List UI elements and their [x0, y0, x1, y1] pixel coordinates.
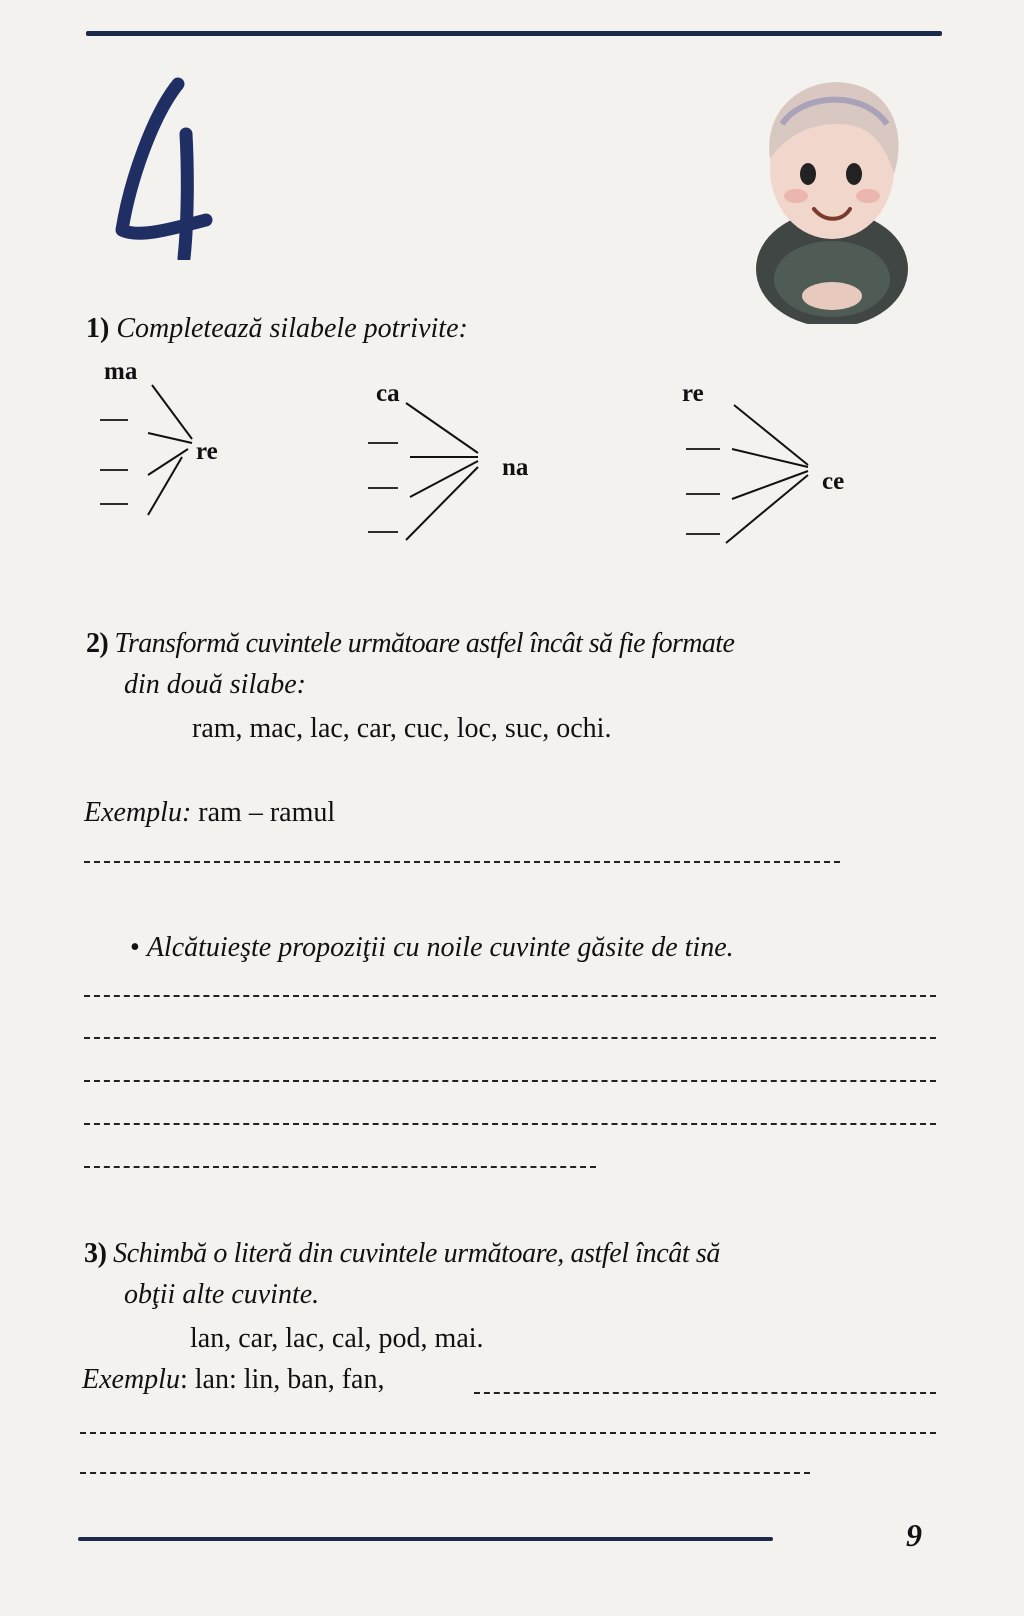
answer-line[interactable] [84, 995, 936, 997]
ex1-group1-target: re [196, 438, 218, 465]
answer-line[interactable] [84, 861, 840, 863]
answer-line[interactable] [84, 1037, 936, 1039]
syllable-diagram-3 [686, 395, 826, 545]
ex1-group3-target: ce [822, 468, 845, 495]
answer-line[interactable] [474, 1392, 936, 1394]
ex1-group3-given: re [682, 380, 704, 407]
bottom-rule [78, 1537, 773, 1541]
exercise-1-heading: 1) Completează silabele potrivite: [86, 313, 468, 344]
answer-line[interactable] [84, 1166, 596, 1168]
exercise-2-subtask: • Alcătuieşte propoziţii cu noile cuvinte găsite de tine. [130, 932, 734, 963]
page-number: 9 [906, 1517, 922, 1553]
syllable-diagram-2 [368, 395, 498, 545]
exercise-2-heading-line2: din două silabe: [124, 669, 306, 700]
exercise-3-word-list: lan, car, lac, cal, pod, mai. [190, 1323, 484, 1354]
exercise-2-heading: 2) Transformă cuvintele următoare astfel încât să fie formate [86, 628, 735, 659]
ex1-group2-given: ca [376, 380, 400, 407]
exercise-3-example: Exemplu: lan: lin, ban, fan, [82, 1364, 385, 1395]
ex1-group2-target: na [502, 454, 529, 481]
answer-line[interactable] [80, 1472, 810, 1474]
child-illustration [742, 64, 922, 324]
answer-line[interactable] [80, 1432, 936, 1434]
exercise-3-heading-line2: obţii alte cuvinte. [124, 1279, 320, 1310]
answer-line[interactable] [84, 1080, 936, 1082]
lesson-number-4 [108, 70, 218, 260]
exercise-2-example: Exemplu: ram – ramul [84, 797, 336, 828]
exercise-3-heading: 3) Schimbă o literă din cuvintele următoare, astfel încât să [84, 1238, 720, 1269]
ex1-group1-given: ma [104, 358, 138, 385]
top-rule [86, 31, 942, 36]
answer-line[interactable] [84, 1123, 936, 1125]
exercise-2-word-list: ram, mac, lac, car, cuc, loc, suc, ochi. [192, 713, 612, 744]
